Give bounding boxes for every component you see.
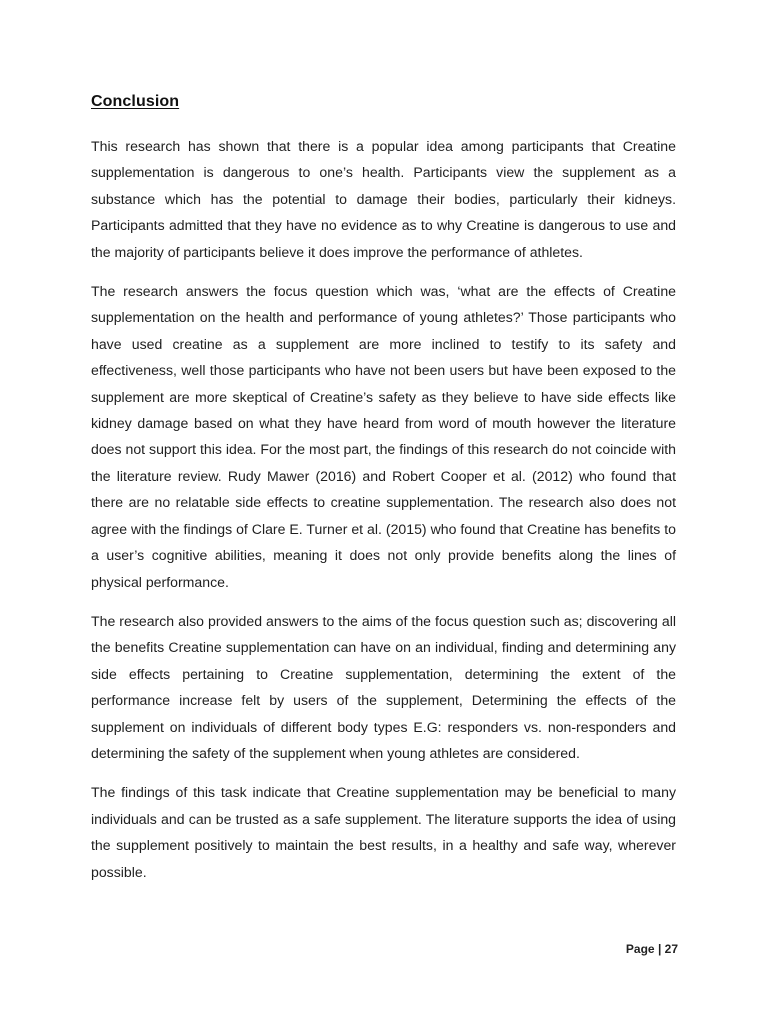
paragraph-2: The research answers the focus question which was, ‘what are the effects of Creatine supplementation on the health and performance of young athletes?’ Those participants who have used creatine as a supplement are more inclined to testify to its safety and effectiveness, well those participants who have not been users but have been exposed to the supplement are more skeptical of Creatine’s safety as they believe to have side effects like kidney damage based on what they have heard from word of mouth however the literature does not support this idea. For the most part, the findings of this research do not coincide with the literature review. Rudy Mawer (2016) and Robert Cooper et al. (2012) who found that there are no relatable side effects to creatine supplementation. The research also does not agree with the findings of Clare E. Turner et al. (2015) who found that Creatine has benefits to a user’s cognitive abilities, meaning it does not only provide benefits along the lines of physical performance.: [91, 283, 676, 590]
page-separator: |: [657, 942, 662, 956]
body-text: [91, 133, 676, 898]
page-label: Page: [625, 942, 655, 956]
paragraph-1: This research has shown that there is a popular idea among participants that Creatine supplementation is dangerous to one’s health. Participants view the supplement as a substance which has the potential to damage their bodies, particularly their kidneys. Participants admitted that they have no evidence as to why Creatine is dangerous to use and the majority of participants believe it does improve the performance of athletes.: [91, 138, 676, 260]
paragraph-3: The research also provided answers to the aims of the focus question such as; discovering all the benefits Creatine supplementation can have on an individual, finding and determining any side effects pertaining to Creatine supplementation, determining the extent of the performance increase felt by users of the supplement, Determining the effects of the supplement on individuals of different body types E.G: responders vs. non-responders and determining the safety of the supplement when young athletes are considered.: [91, 612, 676, 761]
page-footer: [626, 942, 678, 956]
page-number: 27: [664, 942, 678, 956]
section-heading: Conclusion: [91, 93, 180, 110]
paragraph-4: The findings of this task indicate that Creatine supplementation may be beneficial to many individuals and can be trusted as a safe supplement. The literature supports the idea of using the supplement positively to maintain the best results, in a healthy and safe way, wherever possible.: [91, 784, 676, 880]
